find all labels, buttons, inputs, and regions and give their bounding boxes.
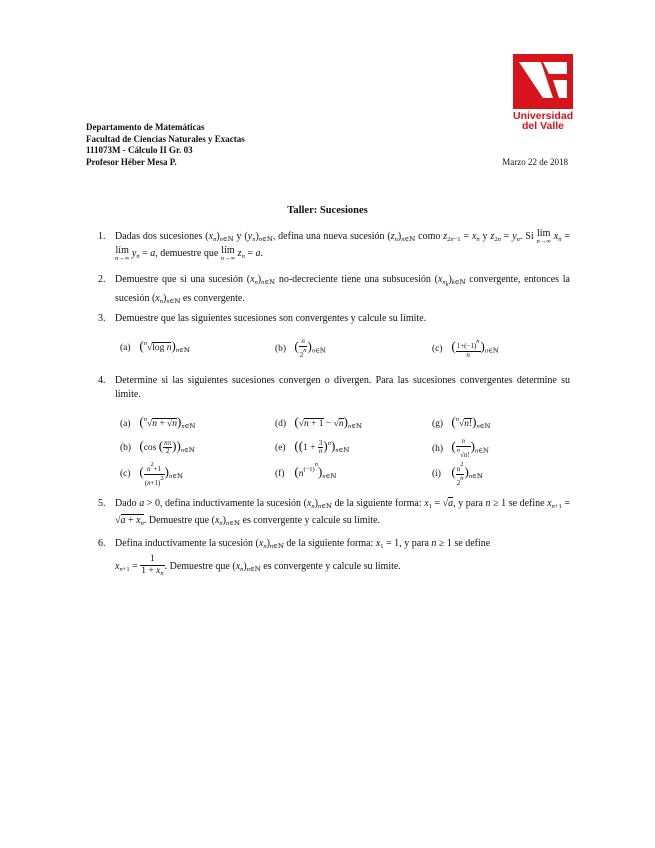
- exercise-2: [98, 273, 570, 309]
- exercise-number: 1.: [98, 231, 106, 242]
- date: Marzo 22 de 2018: [502, 157, 568, 167]
- logo-text-line2: del Valle: [521, 120, 565, 132]
- item-a: (a) ($^n$√log $n)_{n\in ℕ}$: [120, 338, 190, 354]
- exercise-body: Dado a > 0, defina inductivamente la sucesión $(x_n)_{n\in ℕ}$ de la siguiente forma: $x_1 = √a$, y para n ≥ 1 se define $x_{n+1} = √a + x_n$. Demuestre que $(x_n)_{n\in ℕ}$ es convergente y calcule su límite.: [115, 498, 570, 527]
- logo-text-line1: Universidad: [513, 110, 574, 122]
- exercise-number: 5.: [98, 498, 106, 509]
- exercise-1: [98, 230, 570, 264]
- item-g: (g) $(^n√n!)_{n\in ℕ}$: [432, 414, 491, 430]
- exercise-body: Determine si las siguientes sucesiones convergen o divergen. Para las sucesiones convergentes determine su límite.: [115, 375, 570, 400]
- item-a: (a) $(^n√n + √n)_{n\in ℕ}$: [120, 414, 196, 430]
- page-title: Taller: Sucesiones: [287, 205, 368, 216]
- exercise-body: Defina inductivamente la sucesión $(x_n)_{n\in ℕ}$ de la siguiente forma: $x_1 = 1$, y para n ≥ 1 se define $x_{n+1}$ = $\frac{1}{1 + x_n}$ . Demuestre que $(x_n)_{n\in ℕ}$ es convergente y calcule su límite.: [115, 538, 491, 577]
- item-b: (b) ( $\frac{n}{2^n}$ )$_{n\in ℕ}$: [275, 337, 326, 359]
- faculty: Facultad de Ciencias Naturales y Exactas: [86, 133, 245, 144]
- item-f: (f) $(n^{(-1)^n})_{n\in ℕ}$: [275, 461, 337, 480]
- university-logo: [513, 54, 573, 131]
- item-d: (d) $(√n + 1 - √n)_{n\in ℕ}$: [275, 414, 362, 430]
- exercise-number: 2.: [98, 274, 106, 285]
- item-b: (b) (cos ( $\frac{n\pi}{2}$ ))$_{n\in ℕ}$: [120, 438, 195, 456]
- department: Departamento de Matemáticas: [86, 122, 205, 132]
- exercise-5: [98, 497, 570, 531]
- item-h: (h) ( $\frac{n}{^n√n!}$ )$_{n\in ℕ}$: [432, 437, 490, 459]
- item-e: (e) ((1 + $\frac{3}{n}$ )$^n)_{n\in ℕ}$: [275, 438, 350, 456]
- item-c: (c) ( $\frac{n^2+1}{(n+1)^2}$ )$_{n\in ℕ}$: [120, 461, 183, 487]
- exercise-number: 4.: [98, 375, 106, 386]
- document-header: [86, 122, 245, 168]
- exercise-3: [98, 312, 570, 326]
- item-c: (c) ( $\frac{1+(-1)^n}{n}$ )$_{n\in ℕ}$: [432, 338, 499, 359]
- course: 111073M - Cálculo II Gr. 03: [86, 145, 193, 156]
- exercise-6: [98, 537, 570, 579]
- exercise-number: 6.: [98, 538, 106, 549]
- professor: Profesor Héber Mesa P.: [86, 156, 177, 167]
- exercise-body: Demuestre que las siguientes sucesiones son convergentes y calcule su límite.: [115, 313, 427, 324]
- item-i: (i) ( $\frac{n^2}{2^n}$ )$_{n\in ℕ}$: [432, 461, 483, 487]
- university-logo-icon: [513, 54, 573, 109]
- exercise-body: Dadas dos sucesiones $(x_n)_{n\in ℕ}$ y $(y_n)_{n\in ℕ}$, defina una nueva sucesión $(z_n)_{n\in ℕ}$ como $z_{2n-1} = x_n$ y $z_{2n} = y_n$. Si lím n→∞ $x_n$ = lím n→∞ $y_n = a$, demuestre que lím n→∞ $z_n = a$.: [115, 228, 570, 262]
- exercise-number: 3.: [98, 313, 106, 324]
- exercise-body: Demuestre que si una sucesión $(x_n)_{n\in ℕ}$ no-decreciente tiene una subsucesión $(x_{n_k})_{k\in ℕ}$ convergente, entonces la sucesión $(x_n)_{n\in ℕ}$ es convergente.: [115, 274, 570, 305]
- exercise-4: [98, 374, 570, 402]
